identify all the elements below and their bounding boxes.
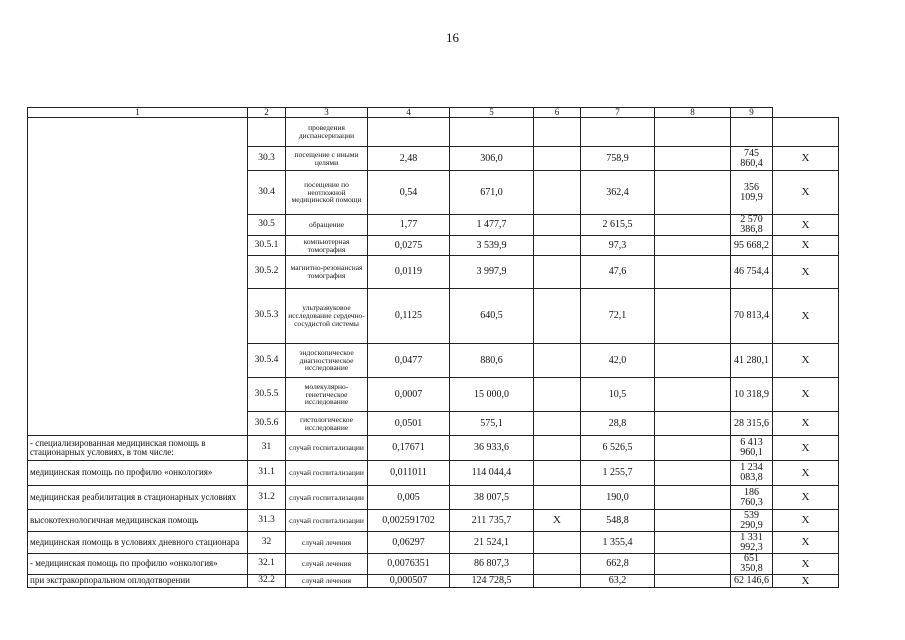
cell-c9: X [773, 171, 839, 215]
cell-c5 [534, 412, 581, 436]
cell-c9: X [773, 147, 839, 171]
cell-c5 [534, 532, 581, 554]
cell-c8 [731, 118, 773, 147]
cell-c7 [655, 436, 731, 461]
name-cell: - медицинская помощь по профилю «онкология» [28, 554, 248, 575]
cell-unit: компьютерная томография [286, 236, 368, 256]
cell-c4: 671,0 [450, 171, 534, 215]
cell-c5 [534, 461, 581, 486]
cell-c6: 2 615,5 [581, 215, 655, 236]
cell-c6: 97,3 [581, 236, 655, 256]
cell-c8: 186 760,3 [731, 486, 773, 510]
cell-c4: 21 524,1 [450, 532, 534, 554]
cell-c7 [655, 378, 731, 412]
cell-code: 32.1 [248, 554, 286, 575]
cell-c9: X [773, 575, 839, 588]
cell-code: 31.1 [248, 461, 286, 486]
page-number: 16 [446, 30, 459, 45]
header-cell-5: 5 [450, 108, 534, 118]
cell-unit: ультразвуковое исследование сердечно-сосудистой системы [286, 289, 368, 344]
cell-c8: 10 318,9 [731, 378, 773, 412]
cell-c8: 745 860,4 [731, 147, 773, 171]
cell-code: 30.5.6 [248, 412, 286, 436]
cell-c5 [534, 118, 581, 147]
name-cell [28, 118, 248, 436]
cell-c3: 0,0007 [368, 378, 450, 412]
cell-c8: 6 413 960,1 [731, 436, 773, 461]
cell-c7 [655, 289, 731, 344]
header-cell-4: 4 [368, 108, 450, 118]
cell-c3: 0,005 [368, 486, 450, 510]
cell-unit: посещение по неотложной медицинской помощи [286, 171, 368, 215]
cell-c4: 38 007,5 [450, 486, 534, 510]
cell-c9: X [773, 486, 839, 510]
cell-c7 [655, 510, 731, 532]
cell-c6: 28,8 [581, 412, 655, 436]
table-row [28, 436, 839, 461]
cell-c3: 0,0275 [368, 236, 450, 256]
cell-c9: X [773, 510, 839, 532]
cell-c7 [655, 486, 731, 510]
cell-c3: 0,0501 [368, 412, 450, 436]
cell-code: 30.5.1 [248, 236, 286, 256]
cell-c7 [655, 256, 731, 289]
cell-unit: проведения диспансеризации [286, 118, 368, 147]
table-row [28, 532, 839, 554]
cell-code: 31.2 [248, 486, 286, 510]
cell-c8: 46 754,4 [731, 256, 773, 289]
cell-unit: случай госпитализации [286, 510, 368, 532]
header-row [28, 108, 839, 118]
cell-c8: 1 331 992,3 [731, 532, 773, 554]
cell-c7 [655, 575, 731, 588]
cell-c8: 356 109,9 [731, 171, 773, 215]
name-cell: медицинская помощь по профилю «онкология» [28, 461, 248, 486]
cell-c5 [534, 289, 581, 344]
cell-c6: 548,8 [581, 510, 655, 532]
cell-c8: 95 668,2 [731, 236, 773, 256]
table-row [28, 575, 839, 588]
cell-c5 [534, 256, 581, 289]
cell-c4: 3 997,9 [450, 256, 534, 289]
cell-c9: X [773, 412, 839, 436]
cell-c4: 211 735,7 [450, 510, 534, 532]
table-row [28, 510, 839, 532]
cell-c4: 306,0 [450, 147, 534, 171]
cell-c3: 0,0477 [368, 344, 450, 378]
cell-unit: посещение с иными целями [286, 147, 368, 171]
cell-c9: X [773, 436, 839, 461]
cell-code [248, 118, 286, 147]
table-row [28, 118, 839, 147]
cell-c3: 0,011011 [368, 461, 450, 486]
name-cell: высокотехнологичная медицинская помощь [28, 510, 248, 532]
cell-c5 [534, 236, 581, 256]
cell-unit: случай лечения [286, 532, 368, 554]
cell-unit: эндоскопическое диагностическое исследование [286, 344, 368, 378]
cell-code: 30.5.5 [248, 378, 286, 412]
cell-c7 [655, 147, 731, 171]
cell-unit: случай госпитализации [286, 486, 368, 510]
cell-unit: случай госпитализации [286, 436, 368, 461]
cell-unit: случай лечения [286, 554, 368, 575]
header-cell-1: 1 [28, 108, 248, 118]
cell-unit: случай лечения [286, 575, 368, 588]
cell-c4: 124 728,5 [450, 575, 534, 588]
cell-c7 [655, 461, 731, 486]
cell-c6: 662,8 [581, 554, 655, 575]
cell-c5 [534, 486, 581, 510]
cell-c9: X [773, 256, 839, 289]
table-row [28, 461, 839, 486]
cell-c3: 1,77 [368, 215, 450, 236]
cell-unit: молекулярно-генетическое исследование [286, 378, 368, 412]
cell-c9: X [773, 378, 839, 412]
header-cell-6: 6 [534, 108, 581, 118]
cell-c5 [534, 378, 581, 412]
cell-c5 [534, 436, 581, 461]
cell-c3: 0,54 [368, 171, 450, 215]
header-cell-2: 2 [248, 108, 286, 118]
cell-c4: 86 807,3 [450, 554, 534, 575]
cell-c3: 0,0119 [368, 256, 450, 289]
cell-c7 [655, 215, 731, 236]
cell-c5: X [534, 510, 581, 532]
cell-c4: 15 000,0 [450, 378, 534, 412]
cell-c3: 0,002591702 [368, 510, 450, 532]
cell-c4: 3 539,9 [450, 236, 534, 256]
cell-code: 30.4 [248, 171, 286, 215]
cell-unit: магнитно-резонансная томография [286, 256, 368, 289]
cell-c3: 0,06297 [368, 532, 450, 554]
header-cell-9: 9 [731, 108, 773, 118]
cell-c3 [368, 118, 450, 147]
cell-c3: 0,17671 [368, 436, 450, 461]
cell-c7 [655, 412, 731, 436]
cell-c9: X [773, 236, 839, 256]
cell-c7 [655, 236, 731, 256]
cell-c9: X [773, 344, 839, 378]
cell-c6: 42,0 [581, 344, 655, 378]
cell-c8: 539 290,9 [731, 510, 773, 532]
cell-c4: 1 477,7 [450, 215, 534, 236]
table-row [28, 554, 839, 575]
cell-c5 [534, 575, 581, 588]
cell-c8: 28 315,6 [731, 412, 773, 436]
cell-code: 32 [248, 532, 286, 554]
name-cell: медицинская реабилитация в стационарных условиях [28, 486, 248, 510]
cell-c6: 758,9 [581, 147, 655, 171]
cell-code: 31.3 [248, 510, 286, 532]
cell-unit: гистологическое исследование [286, 412, 368, 436]
cell-code: 30.5.4 [248, 344, 286, 378]
cell-c9: X [773, 532, 839, 554]
cell-c6: 190,0 [581, 486, 655, 510]
cell-c6: 72,1 [581, 289, 655, 344]
cell-c3: 0,1125 [368, 289, 450, 344]
cell-c4: 640,5 [450, 289, 534, 344]
cell-c6: 1 355,4 [581, 532, 655, 554]
cell-c4 [450, 118, 534, 147]
header-cell-3: 3 [286, 108, 368, 118]
cell-c4: 36 933,6 [450, 436, 534, 461]
cell-c8: 62 146,6 [731, 575, 773, 588]
cell-unit: случай госпитализации [286, 461, 368, 486]
table-body [28, 108, 839, 588]
cell-c3: 0,000507 [368, 575, 450, 588]
cell-c8: 2 570 386,8 [731, 215, 773, 236]
cell-c5 [534, 344, 581, 378]
header-cell-8: 8 [655, 108, 731, 118]
cell-code: 30.5.3 [248, 289, 286, 344]
cell-unit: обращение [286, 215, 368, 236]
cell-c8: 1 234 083,8 [731, 461, 773, 486]
name-cell: при экстракорпоральном оплодотворении [28, 575, 248, 588]
cell-c8: 651 350,8 [731, 554, 773, 575]
cell-c6: 63,2 [581, 575, 655, 588]
cell-c6 [581, 118, 655, 147]
cell-c4: 880,6 [450, 344, 534, 378]
cell-c4: 575,1 [450, 412, 534, 436]
data-table [27, 107, 839, 588]
cell-c9: X [773, 215, 839, 236]
cell-c9: X [773, 461, 839, 486]
cell-c7 [655, 554, 731, 575]
cell-c3: 0,0076351 [368, 554, 450, 575]
cell-c6: 6 526,5 [581, 436, 655, 461]
cell-c7 [655, 344, 731, 378]
cell-code: 30.5 [248, 215, 286, 236]
cell-code: 30.5.2 [248, 256, 286, 289]
cell-c6: 47,6 [581, 256, 655, 289]
cell-c6: 10,5 [581, 378, 655, 412]
cell-c5 [534, 171, 581, 215]
cell-c7 [655, 118, 731, 147]
cell-c7 [655, 532, 731, 554]
cell-code: 30.3 [248, 147, 286, 171]
cell-c4: 114 044,4 [450, 461, 534, 486]
cell-c9 [773, 118, 839, 147]
cell-c8: 70 813,4 [731, 289, 773, 344]
cell-c5 [534, 147, 581, 171]
table-row [28, 486, 839, 510]
cell-c7 [655, 171, 731, 215]
header-cell-7: 7 [581, 108, 655, 118]
name-cell: - специализированная медицинская помощь в стационарных условиях, в том числе: [28, 436, 248, 461]
cell-c8: 41 280,1 [731, 344, 773, 378]
cell-c9: X [773, 289, 839, 344]
cell-c6: 362,4 [581, 171, 655, 215]
cell-c5 [534, 554, 581, 575]
cell-code: 31 [248, 436, 286, 461]
cell-c3: 2,48 [368, 147, 450, 171]
cell-code: 32.2 [248, 575, 286, 588]
name-cell: медицинская помощь в условиях дневного стационара [28, 532, 248, 554]
cell-c5 [534, 215, 581, 236]
cell-c6: 1 255,7 [581, 461, 655, 486]
cell-c9: X [773, 554, 839, 575]
